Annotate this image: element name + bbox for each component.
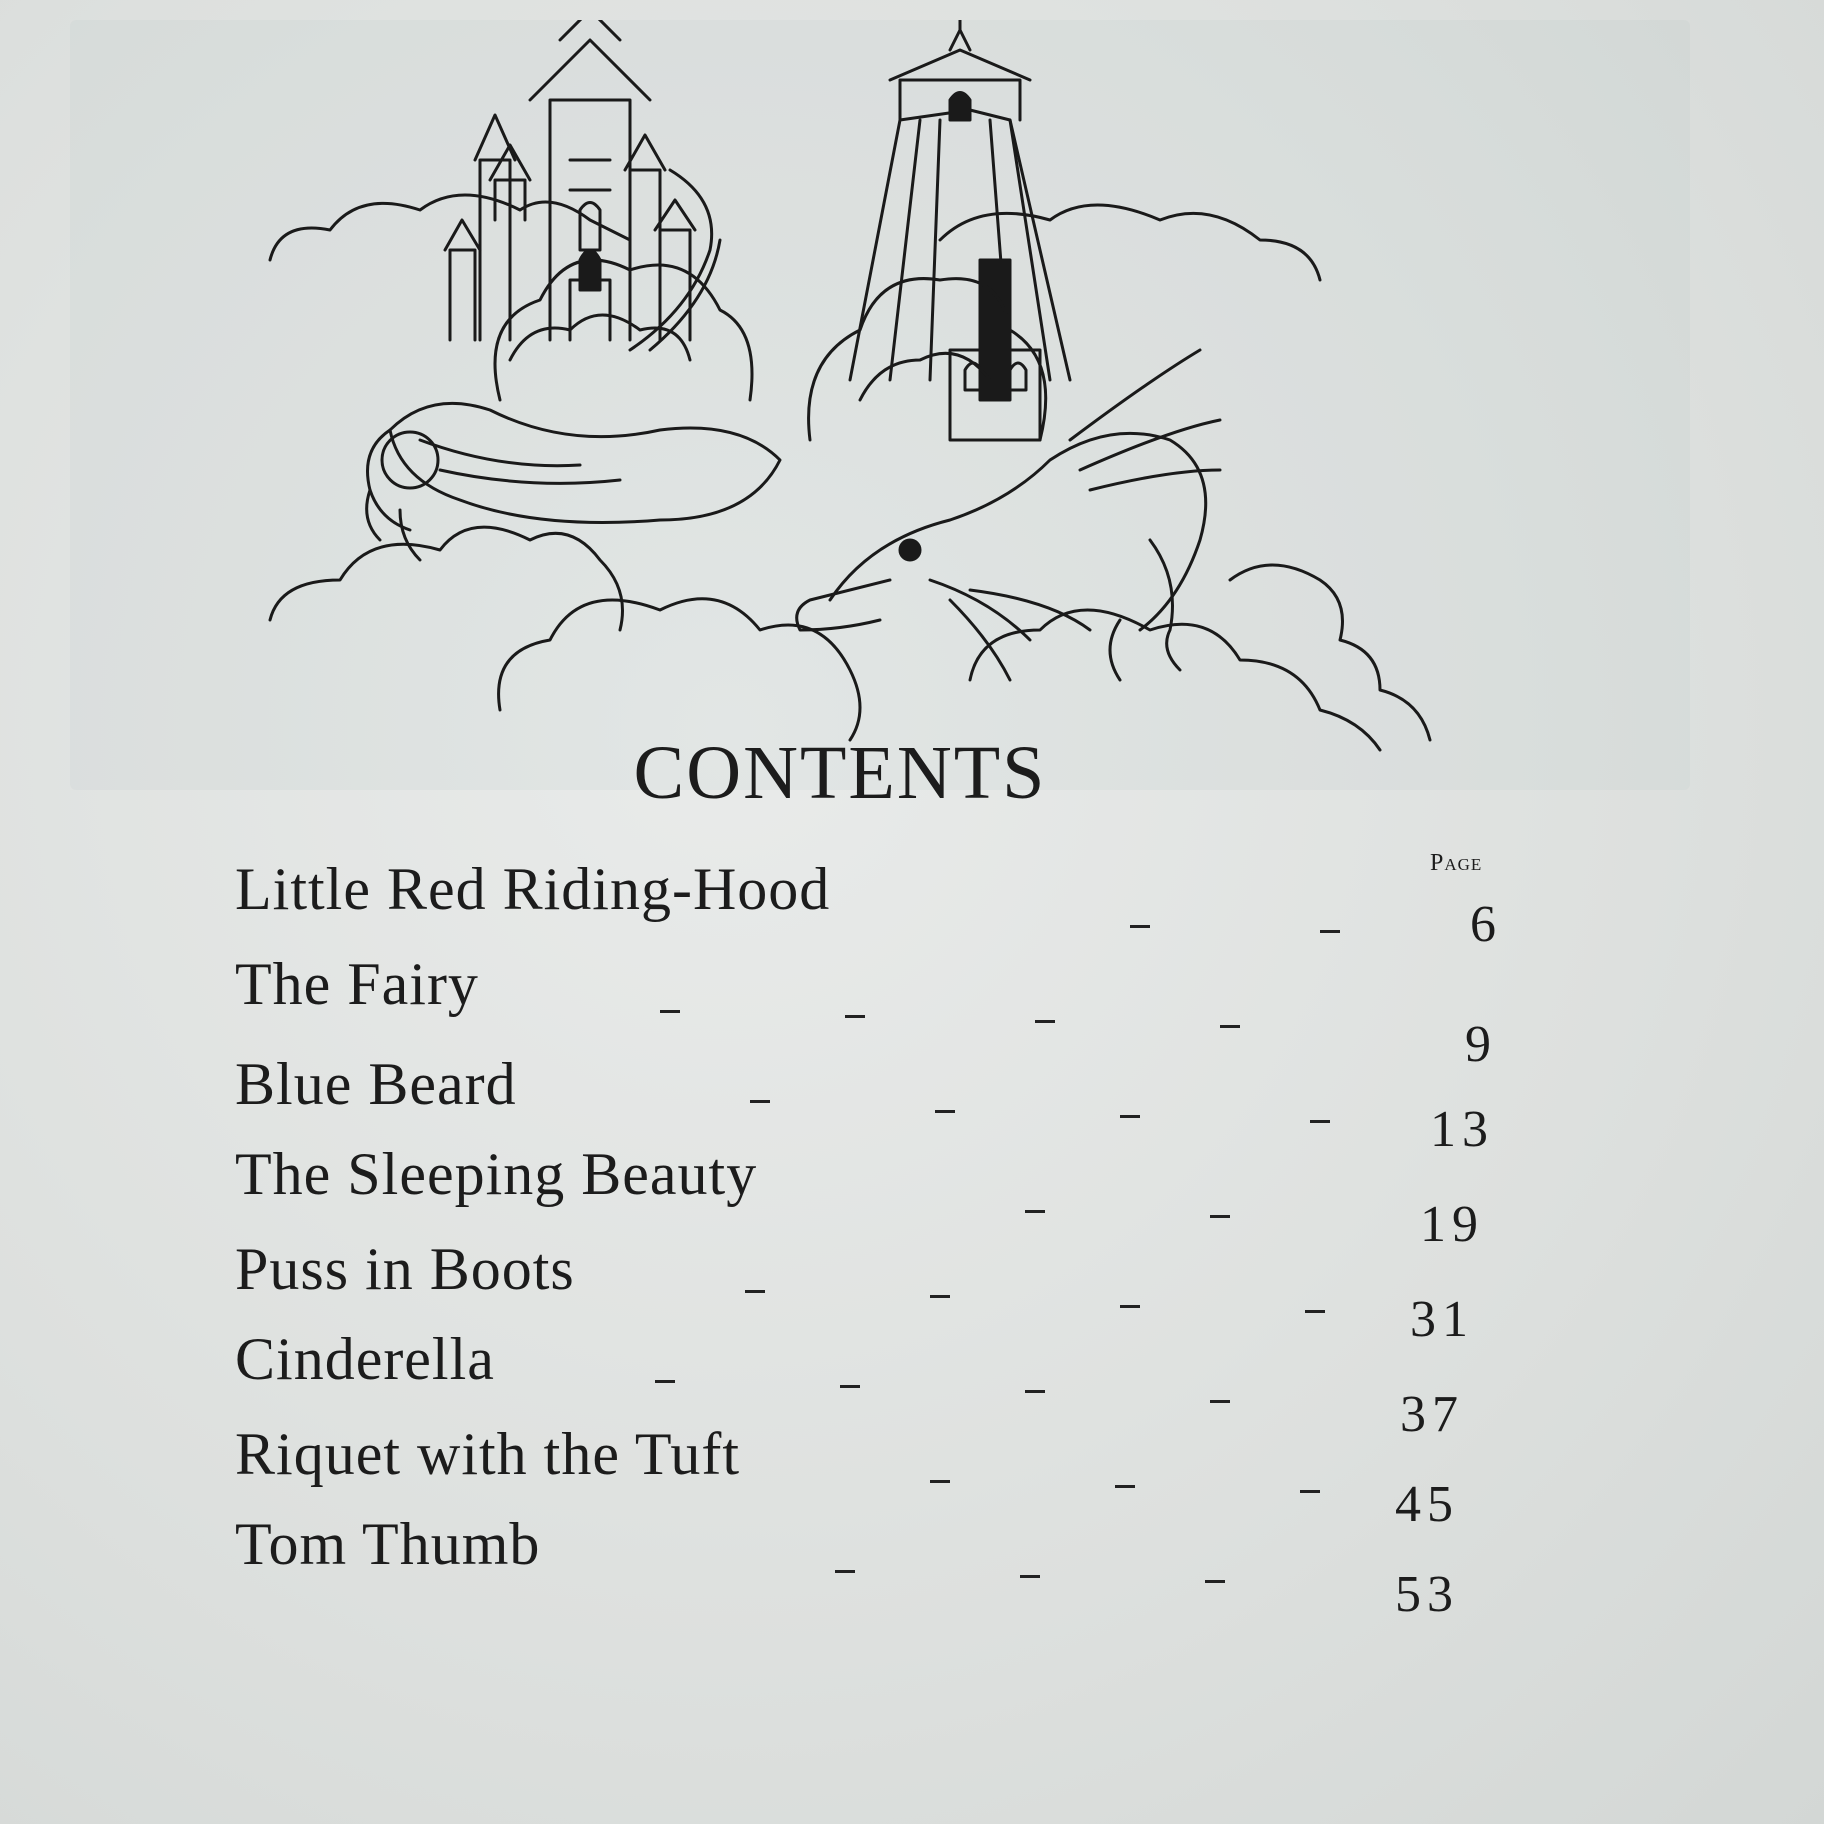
leader-dash <box>1300 1490 1320 1493</box>
leader-dash <box>1035 1020 1055 1023</box>
entry-page-number: 13 <box>1430 1101 1494 1158</box>
leader-dash <box>1220 1025 1240 1028</box>
leader-dash <box>1305 1310 1325 1313</box>
entry-page-number: 53 <box>1395 1566 1459 1623</box>
entry-title: Blue Beard <box>235 1051 517 1117</box>
page-title: CONTENTS <box>633 731 1047 815</box>
entry-title: The Sleeping Beauty <box>235 1141 758 1207</box>
leader-dash <box>1025 1210 1045 1213</box>
leader-dash <box>1025 1390 1045 1393</box>
entry-page-number: 37 <box>1400 1386 1464 1443</box>
leader-dash <box>1115 1485 1135 1488</box>
leader-dash <box>935 1110 955 1113</box>
leader-dash <box>1210 1215 1230 1218</box>
entry-title: Cinderella <box>235 1326 495 1392</box>
entry-title: The Fairy <box>235 951 479 1017</box>
entry-title: Tom Thumb <box>235 1511 541 1577</box>
leader-dash <box>745 1290 765 1293</box>
entry-page-number: 6 <box>1470 896 1502 953</box>
leader-dash <box>835 1570 855 1573</box>
page-column-label: Page <box>1430 850 1483 876</box>
leader-dash <box>1120 1115 1140 1118</box>
leader-dash <box>1310 1120 1330 1123</box>
leader-dash <box>1320 930 1340 933</box>
leader-dash <box>1120 1305 1140 1308</box>
leader-dash <box>1210 1400 1230 1403</box>
leader-dash <box>930 1295 950 1298</box>
leader-dash <box>840 1385 860 1388</box>
entry-title: Little Red Riding-Hood <box>235 856 831 922</box>
leader-dash <box>845 1015 865 1018</box>
leader-dash <box>1020 1575 1040 1578</box>
leader-dash <box>930 1480 950 1483</box>
entry-title: Puss in Boots <box>235 1236 575 1302</box>
entry-page-number: 19 <box>1420 1196 1484 1253</box>
leader-dash <box>655 1380 675 1383</box>
entry-page-number: 9 <box>1465 1016 1497 1073</box>
leader-dash <box>1130 925 1150 928</box>
leader-dash <box>1205 1580 1225 1583</box>
entry-page-number: 31 <box>1410 1291 1474 1348</box>
entry-page-number: 45 <box>1395 1476 1459 1533</box>
leader-dash <box>660 1010 680 1013</box>
entry-title: Riquet with the Tuft <box>235 1421 741 1487</box>
leader-dash <box>750 1100 770 1103</box>
